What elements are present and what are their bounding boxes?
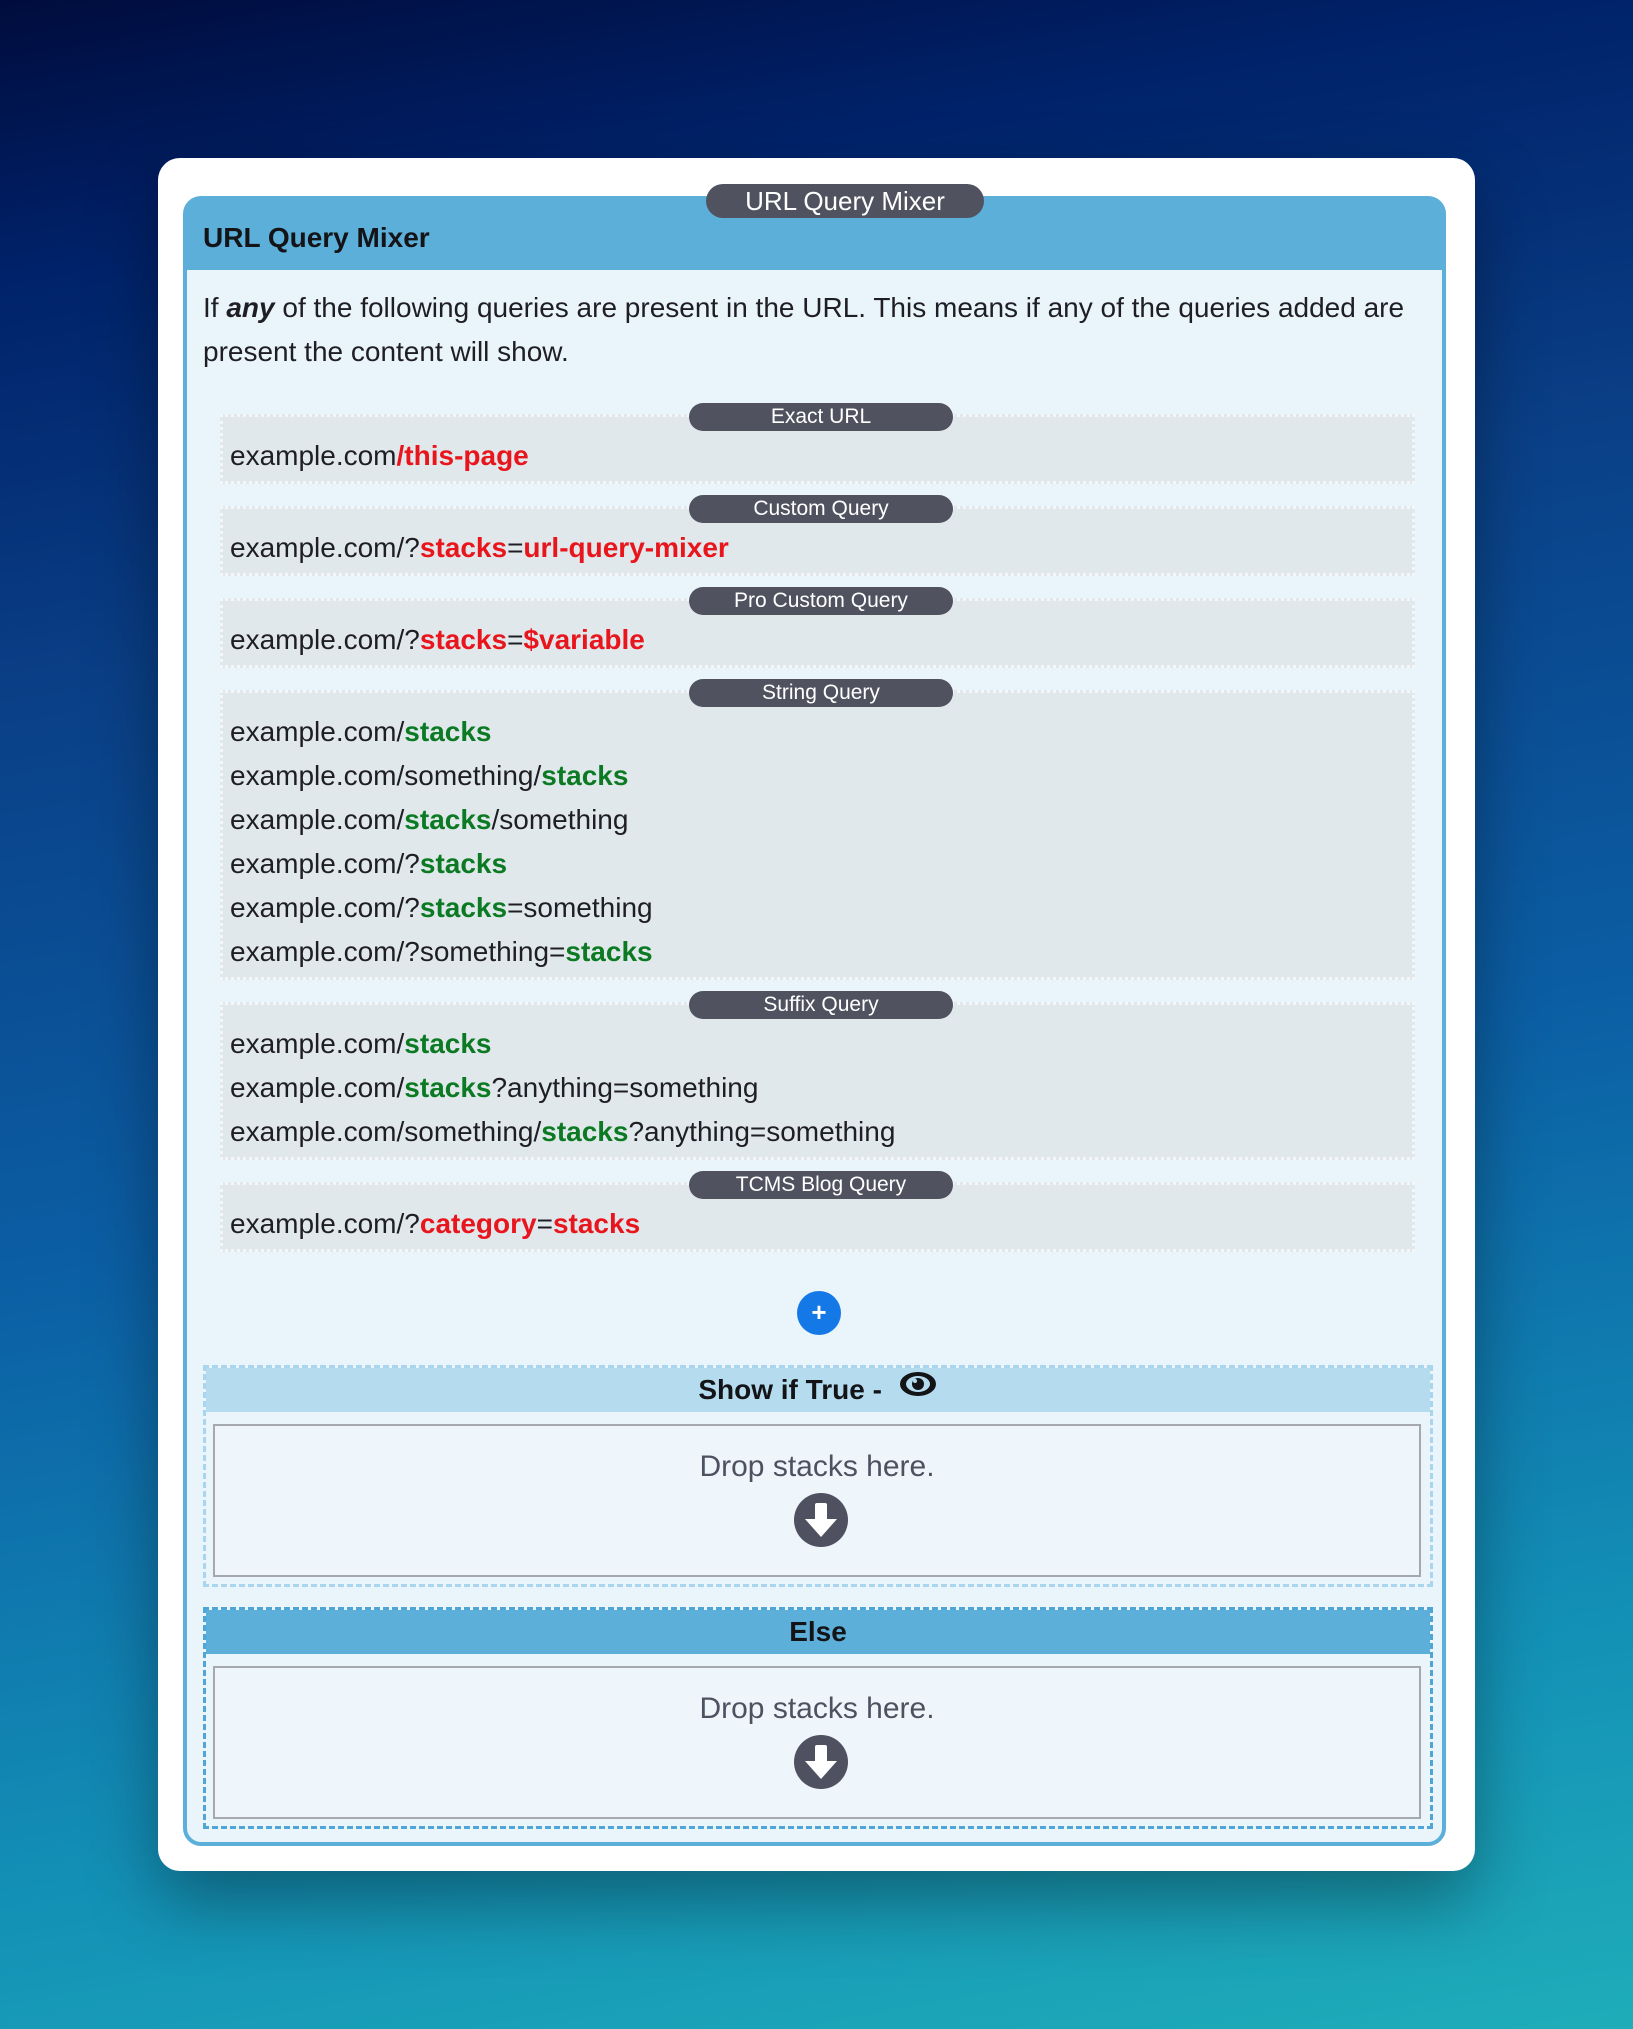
url-segment: example.com/something/ <box>230 1116 542 1147</box>
query-label: String Query <box>689 679 953 707</box>
query-example-line <box>230 434 529 478</box>
url-segment: example.com/? <box>230 532 420 563</box>
highlighted-segment: /this-page <box>396 440 529 471</box>
description-text: of the following queries are present in the URL. This means if any of the queries added are present the content will show. <box>203 292 1405 367</box>
query-box-pro-custom-query <box>220 589 1415 668</box>
highlighted-segment: stacks <box>404 1072 492 1103</box>
stack-card <box>158 158 1475 1871</box>
query-lines <box>230 1202 640 1246</box>
url-segment: ?anything=something <box>628 1116 896 1147</box>
query-example-line <box>230 1022 895 1066</box>
url-segment: /something <box>491 804 629 835</box>
else-section <box>203 1607 1433 1829</box>
highlighted-segment: stacks <box>419 624 508 655</box>
query-example-line <box>230 930 653 974</box>
eye-icon[interactable] <box>898 1368 938 1412</box>
url-segment: = <box>507 532 524 563</box>
query-example-line <box>230 1066 895 1110</box>
url-segment: example.com/? <box>230 892 420 923</box>
query-example-line <box>230 798 653 842</box>
show-if-true-title: Show if True - <box>698 1374 882 1405</box>
drop-text: Drop stacks here. <box>699 1692 935 1725</box>
url-segment: example.com/ <box>230 1072 405 1103</box>
arrow-down-circle-icon <box>793 1734 849 1790</box>
stack-title: URL Query Mixer <box>203 222 430 253</box>
url-segment: example.com/? <box>230 624 420 655</box>
query-lines <box>230 1022 895 1154</box>
arrow-down-circle-icon <box>793 1492 849 1548</box>
plus-icon: + <box>811 1297 827 1327</box>
query-box-suffix-query <box>220 993 1415 1160</box>
url-segment: =something <box>507 892 653 923</box>
url-segment: ?anything=something <box>491 1072 759 1103</box>
url-segment: = <box>507 624 524 655</box>
query-label: Suffix Query <box>689 991 953 1019</box>
url-segment: example.com/ <box>230 716 405 747</box>
query-box-custom-query <box>220 497 1415 576</box>
highlighted-segment: stacks <box>565 936 653 967</box>
query-box-tcms-blog-query <box>220 1173 1415 1252</box>
highlighted-segment: stacks <box>552 1208 641 1239</box>
show-if-true-drop-zone[interactable] <box>213 1424 1421 1577</box>
highlighted-segment: $variable <box>523 624 645 655</box>
else-drop-zone[interactable] <box>213 1666 1421 1819</box>
description-prefix: If <box>203 292 227 323</box>
query-label: TCMS Blog Query <box>689 1171 953 1199</box>
highlighted-segment: url-query-mixer <box>523 532 729 563</box>
highlighted-segment: stacks <box>404 716 492 747</box>
url-segment: example.com/ <box>230 804 405 835</box>
url-segment: example.com/something/ <box>230 760 542 791</box>
drop-text: Drop stacks here. <box>699 1450 935 1483</box>
stack-description <box>203 286 1423 374</box>
query-label: Pro Custom Query <box>689 587 953 615</box>
else-title: Else <box>789 1616 847 1647</box>
query-example-line <box>230 1110 895 1154</box>
description-emphasis: any <box>226 292 275 323</box>
stack-badge: URL Query Mixer <box>706 184 984 218</box>
query-example-line <box>230 754 653 798</box>
show-if-true-section <box>203 1365 1433 1587</box>
url-segment: example.com/ <box>230 1028 405 1059</box>
url-query-mixer-stack[interactable] <box>183 186 1446 1846</box>
highlighted-segment: stacks <box>541 1116 629 1147</box>
url-segment: example.com/?something= <box>230 936 566 967</box>
query-example-line <box>230 710 653 754</box>
url-segment: example.com/? <box>230 1208 420 1239</box>
highlighted-segment: stacks <box>419 848 508 879</box>
query-label: Custom Query <box>689 495 953 523</box>
url-segment: example.com <box>230 440 397 471</box>
query-example-line <box>230 886 653 930</box>
url-segment: example.com/? <box>230 848 420 879</box>
query-example-line <box>230 618 645 662</box>
query-lines <box>230 526 729 570</box>
query-box-exact-url <box>220 405 1415 484</box>
url-segment: = <box>536 1208 553 1239</box>
highlighted-segment: stacks <box>404 804 492 835</box>
add-query-button[interactable] <box>797 1291 841 1335</box>
query-example-line <box>230 842 653 886</box>
show-if-true-header <box>206 1368 1430 1412</box>
query-example-line <box>230 1202 640 1246</box>
query-example-line <box>230 526 729 570</box>
highlighted-segment: stacks <box>404 1028 492 1059</box>
query-lines <box>230 434 529 478</box>
query-lines <box>230 618 645 662</box>
query-label: Exact URL <box>689 403 953 431</box>
highlighted-segment: category <box>419 1208 537 1239</box>
highlighted-segment: stacks <box>419 532 508 563</box>
highlighted-segment: stacks <box>419 892 508 923</box>
query-box-string-query <box>220 681 1415 980</box>
else-header <box>206 1610 1430 1654</box>
query-lines <box>230 710 653 974</box>
highlighted-segment: stacks <box>541 760 629 791</box>
